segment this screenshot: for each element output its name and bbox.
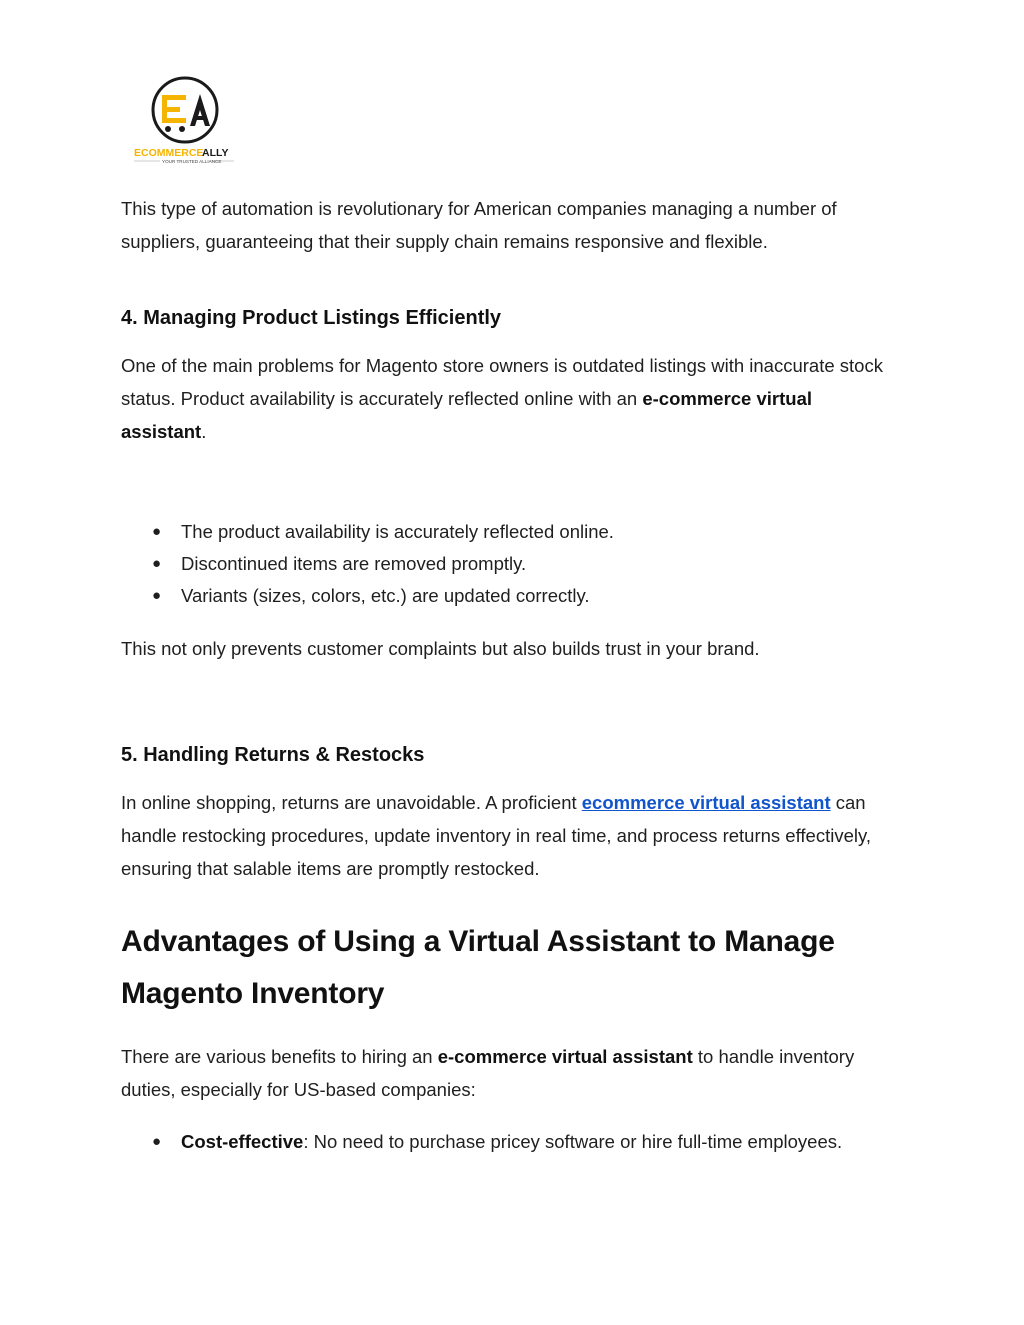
section4-heading: 4. Managing Product Listings Efficiently [121,307,502,329]
advantages-para-bold: e-commerce virtual assistant [437,1046,693,1067]
section4-closing: This not only prevents customer complaints but also builds trust in your brand. [121,638,760,659]
brand-logo [130,76,240,171]
section4-bullet-list [121,516,891,612]
list-item [121,516,891,548]
bullet-icon: ● [152,587,162,604]
list-item-text: Discontinued items are removed promptly. [181,553,527,574]
intro-paragraph: This type of automation is revolutionary for American companies managing a number of suppliers, guaranteeing that their supply chain remains responsive and flexible. [121,198,837,252]
list-item-text: The product availability is accurately reflected online. [181,521,614,542]
bullet-icon: ● [152,523,162,540]
section4-para-text: One of the main problems for Magento store owners is outdated listings with inaccurate stock status. Product availability is accurately reflected online with an [121,355,883,409]
bullet-icon: ● [152,1133,162,1150]
list-item [121,580,891,612]
list-item-bold: Cost-effective [181,1131,304,1152]
document-body [121,192,891,1158]
advantages-para-text: There are various benefits to hiring an [121,1046,438,1067]
section5-heading: 5. Handling Returns & Restocks [121,744,425,766]
logo-word-ally: ALLY [202,147,229,159]
list-item [121,548,891,580]
list-item-text: : No need to purchase pricey software or hire full-time employees. [303,1131,843,1152]
section4-para-end: . [201,421,207,442]
section4-paragraph [121,349,891,448]
advantages-heading: Advantages of Using a Virtual Assistant to Manage Magento Inventory [121,925,835,1010]
logo-word-ecommerce: ECOMMERCE [134,147,204,159]
section5-paragraph [121,786,891,885]
advantages-para-end: to handle inventory duties, especially for US-based companies: [121,1046,855,1100]
ecommerce-virtual-assistant-link[interactable]: ecommerce virtual assistant [581,792,831,813]
list-item-text: Variants (sizes, colors, etc.) are updated correctly. [181,585,590,606]
section4-para-bold: e-commerce virtual assistant [121,388,813,442]
bullet-icon: ● [152,555,162,572]
section5-para-end: can handle restocking procedures, update inventory in real time, and process returns effectively, ensuring that salable items are promptly restocked. [121,792,871,879]
advantages-paragraph [121,1040,891,1106]
list-item [121,1126,891,1158]
section5-para-text: In online shopping, returns are unavoidable. A proficient [121,792,582,813]
advantages-bullet-list [121,1126,891,1158]
logo-tagline: YOUR TRUSTED ALLIANCE [162,159,222,164]
